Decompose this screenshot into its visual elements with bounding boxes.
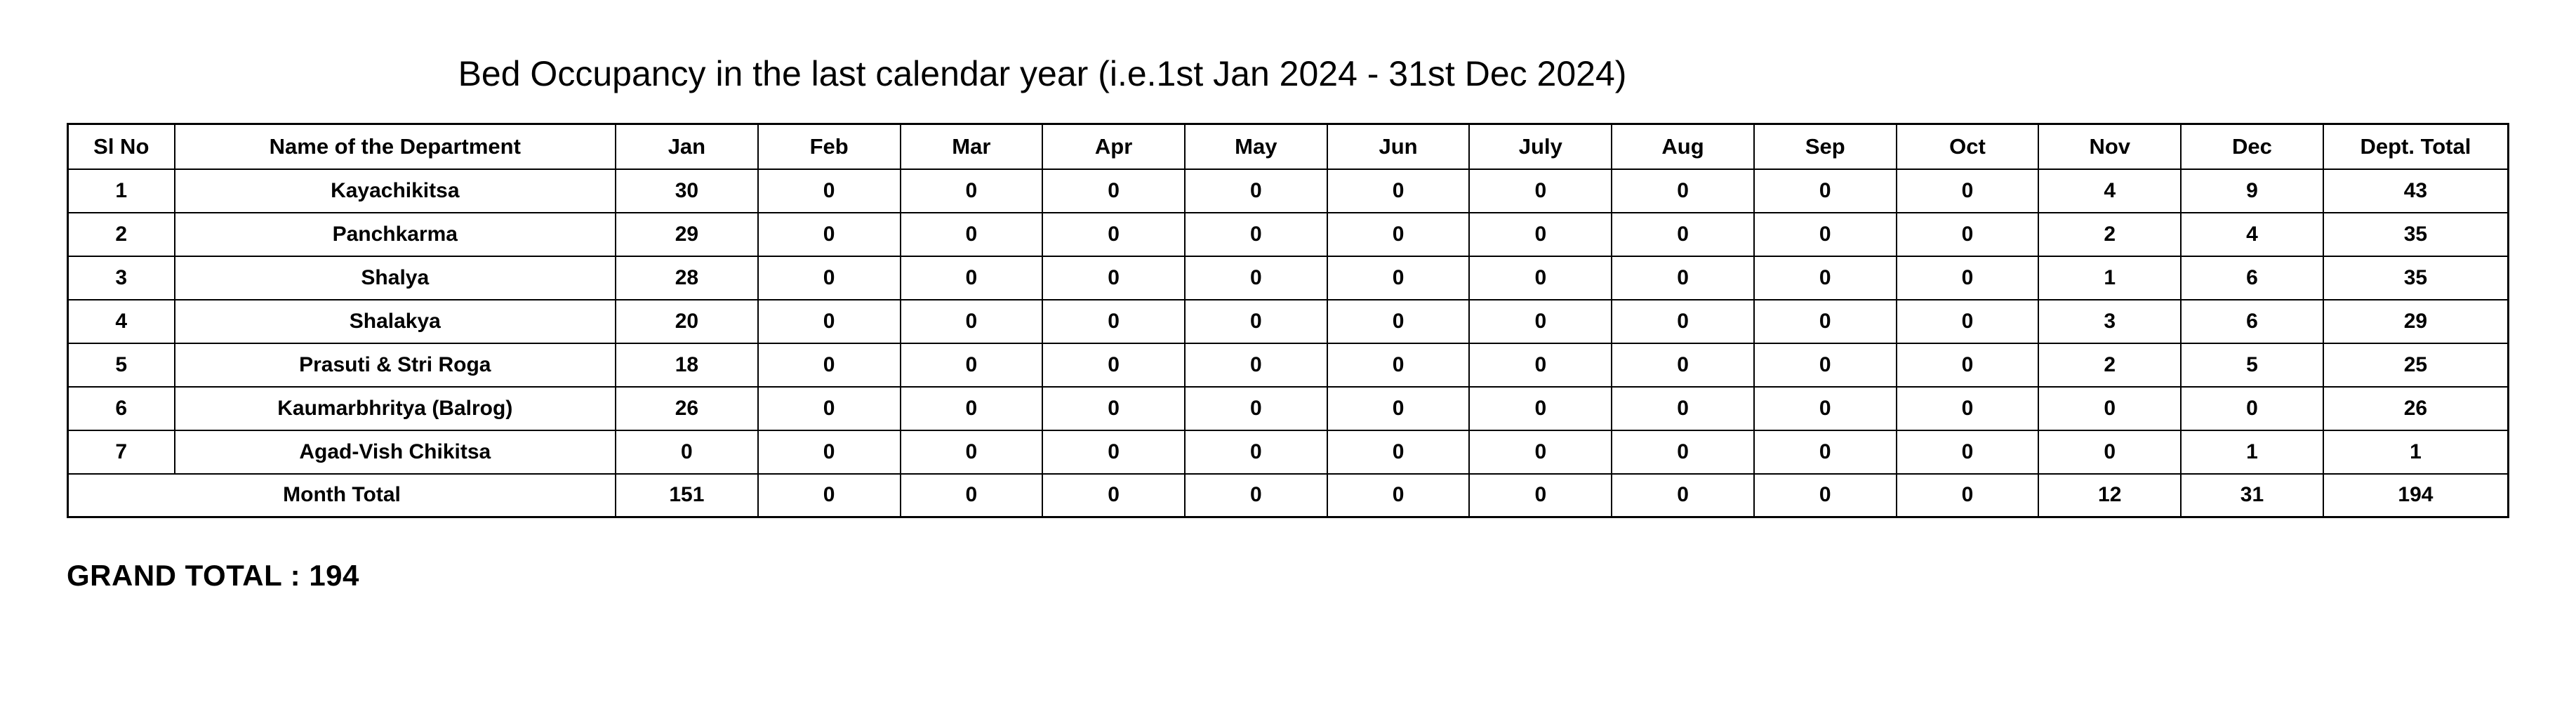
month-total-label: Month Total xyxy=(68,474,616,517)
cell-department: Kayachikitsa xyxy=(175,169,616,213)
column-header-jan: Jan xyxy=(616,124,758,169)
cell-may: 0 xyxy=(1185,256,1327,300)
month-total-row xyxy=(68,474,2509,517)
cell-nov: 2 xyxy=(2038,343,2181,387)
cell-department: Prasuti & Stri Roga xyxy=(175,343,616,387)
cell-department: Panchkarma xyxy=(175,213,616,256)
table-row xyxy=(68,430,2509,474)
cell-dept-total: 1 xyxy=(2323,430,2509,474)
cell-jan: 29 xyxy=(616,213,758,256)
cell-feb: 0 xyxy=(758,256,901,300)
column-header-sep: Sep xyxy=(1754,124,1897,169)
cell-aug: 0 xyxy=(1612,387,1754,430)
cell-dept-total: 35 xyxy=(2323,256,2509,300)
column-header-dept-total: Dept. Total xyxy=(2323,124,2509,169)
cell-oct: 0 xyxy=(1897,430,2039,474)
grand-total-label: GRAND TOTAL : 194 xyxy=(67,559,359,592)
cell-jun: 0 xyxy=(1327,256,1470,300)
bed-occupancy-table xyxy=(67,123,2509,518)
footer-cell-dec: 31 xyxy=(2181,474,2323,517)
cell-apr: 0 xyxy=(1042,256,1185,300)
cell-july: 0 xyxy=(1469,300,1612,343)
cell-jun: 0 xyxy=(1327,430,1470,474)
cell-sl-no: 6 xyxy=(68,387,175,430)
cell-dept-total: 26 xyxy=(2323,387,2509,430)
table-row xyxy=(68,300,2509,343)
cell-department: Shalya xyxy=(175,256,616,300)
footer-cell-aug: 0 xyxy=(1612,474,1754,517)
table-row xyxy=(68,213,2509,256)
cell-dec: 9 xyxy=(2181,169,2323,213)
cell-may: 0 xyxy=(1185,343,1327,387)
cell-dec: 4 xyxy=(2181,213,2323,256)
cell-dept-total: 43 xyxy=(2323,169,2509,213)
cell-dec: 5 xyxy=(2181,343,2323,387)
cell-oct: 0 xyxy=(1897,343,2039,387)
footer-cell-oct: 0 xyxy=(1897,474,2039,517)
cell-department: Agad-Vish Chikitsa xyxy=(175,430,616,474)
cell-nov: 1 xyxy=(2038,256,2181,300)
cell-july: 0 xyxy=(1469,169,1612,213)
cell-nov: 2 xyxy=(2038,213,2181,256)
cell-mar: 0 xyxy=(901,256,1043,300)
cell-sep: 0 xyxy=(1754,300,1897,343)
cell-jan: 30 xyxy=(616,169,758,213)
column-header-aug: Aug xyxy=(1612,124,1754,169)
footer-cell-apr: 0 xyxy=(1042,474,1185,517)
cell-jan: 18 xyxy=(616,343,758,387)
cell-aug: 0 xyxy=(1612,213,1754,256)
cell-department: Kaumarbhritya (Balrog) xyxy=(175,387,616,430)
table-row xyxy=(68,343,2509,387)
cell-oct: 0 xyxy=(1897,300,2039,343)
cell-jan: 28 xyxy=(616,256,758,300)
cell-aug: 0 xyxy=(1612,343,1754,387)
cell-sep: 0 xyxy=(1754,343,1897,387)
cell-sep: 0 xyxy=(1754,387,1897,430)
column-header-nov: Nov xyxy=(2038,124,2181,169)
cell-apr: 0 xyxy=(1042,343,1185,387)
footer-cell-feb: 0 xyxy=(758,474,901,517)
footer-cell-nov: 12 xyxy=(2038,474,2181,517)
cell-may: 0 xyxy=(1185,213,1327,256)
cell-oct: 0 xyxy=(1897,387,2039,430)
cell-feb: 0 xyxy=(758,343,901,387)
cell-apr: 0 xyxy=(1042,169,1185,213)
column-header-dec: Dec xyxy=(2181,124,2323,169)
column-header-department: Name of the Department xyxy=(175,124,616,169)
table-row xyxy=(68,169,2509,213)
cell-sl-no: 3 xyxy=(68,256,175,300)
cell-jan: 0 xyxy=(616,430,758,474)
footer-cell-grand-total: 194 xyxy=(2323,474,2509,517)
cell-july: 0 xyxy=(1469,343,1612,387)
cell-dept-total: 35 xyxy=(2323,213,2509,256)
cell-sl-no: 1 xyxy=(68,169,175,213)
cell-sl-no: 4 xyxy=(68,300,175,343)
cell-mar: 0 xyxy=(901,300,1043,343)
cell-dept-total: 25 xyxy=(2323,343,2509,387)
cell-feb: 0 xyxy=(758,430,901,474)
cell-dec: 6 xyxy=(2181,300,2323,343)
cell-sep: 0 xyxy=(1754,256,1897,300)
page-title: Bed Occupancy in the last calendar year (i.e.1st Jan 2024 - 31st Dec 2024) xyxy=(458,54,1627,93)
cell-may: 0 xyxy=(1185,300,1327,343)
cell-july: 0 xyxy=(1469,387,1612,430)
column-header-may: May xyxy=(1185,124,1327,169)
cell-sl-no: 2 xyxy=(68,213,175,256)
cell-july: 0 xyxy=(1469,213,1612,256)
cell-may: 0 xyxy=(1185,387,1327,430)
cell-nov: 0 xyxy=(2038,430,2181,474)
cell-mar: 0 xyxy=(901,343,1043,387)
cell-department: Shalakya xyxy=(175,300,616,343)
cell-jan: 20 xyxy=(616,300,758,343)
cell-july: 0 xyxy=(1469,430,1612,474)
cell-mar: 0 xyxy=(901,387,1043,430)
column-header-jun: Jun xyxy=(1327,124,1470,169)
cell-sep: 0 xyxy=(1754,169,1897,213)
cell-oct: 0 xyxy=(1897,169,2039,213)
footer-cell-july: 0 xyxy=(1469,474,1612,517)
cell-may: 0 xyxy=(1185,430,1327,474)
cell-jun: 0 xyxy=(1327,387,1470,430)
cell-jan: 26 xyxy=(616,387,758,430)
cell-mar: 0 xyxy=(901,169,1043,213)
footer-cell-sep: 0 xyxy=(1754,474,1897,517)
footer-cell-jun: 0 xyxy=(1327,474,1470,517)
cell-sl-no: 5 xyxy=(68,343,175,387)
column-header-july: July xyxy=(1469,124,1612,169)
cell-jun: 0 xyxy=(1327,213,1470,256)
column-header-apr: Apr xyxy=(1042,124,1185,169)
cell-dept-total: 29 xyxy=(2323,300,2509,343)
column-header-sl-no: Sl No xyxy=(68,124,175,169)
cell-aug: 0 xyxy=(1612,169,1754,213)
cell-feb: 0 xyxy=(758,387,901,430)
cell-jun: 0 xyxy=(1327,300,1470,343)
table-footer xyxy=(68,474,2509,517)
cell-july: 0 xyxy=(1469,256,1612,300)
cell-apr: 0 xyxy=(1042,387,1185,430)
column-header-feb: Feb xyxy=(758,124,901,169)
bed-occupancy-table-wrapper xyxy=(67,123,2509,518)
cell-aug: 0 xyxy=(1612,256,1754,300)
cell-oct: 0 xyxy=(1897,256,2039,300)
cell-may: 0 xyxy=(1185,169,1327,213)
cell-sep: 0 xyxy=(1754,430,1897,474)
cell-feb: 0 xyxy=(758,213,901,256)
cell-feb: 0 xyxy=(758,300,901,343)
cell-apr: 0 xyxy=(1042,430,1185,474)
footer-cell-may: 0 xyxy=(1185,474,1327,517)
table-header xyxy=(68,124,2509,169)
table-row xyxy=(68,256,2509,300)
cell-mar: 0 xyxy=(901,430,1043,474)
cell-apr: 0 xyxy=(1042,213,1185,256)
cell-jun: 0 xyxy=(1327,343,1470,387)
cell-apr: 0 xyxy=(1042,300,1185,343)
cell-dec: 0 xyxy=(2181,387,2323,430)
column-header-oct: Oct xyxy=(1897,124,2039,169)
table-row xyxy=(68,387,2509,430)
cell-jun: 0 xyxy=(1327,169,1470,213)
cell-dec: 1 xyxy=(2181,430,2323,474)
footer-cell-jan: 151 xyxy=(616,474,758,517)
cell-nov: 4 xyxy=(2038,169,2181,213)
cell-dec: 6 xyxy=(2181,256,2323,300)
table-body xyxy=(68,169,2509,474)
cell-aug: 0 xyxy=(1612,300,1754,343)
cell-oct: 0 xyxy=(1897,213,2039,256)
column-header-mar: Mar xyxy=(901,124,1043,169)
cell-nov: 0 xyxy=(2038,387,2181,430)
cell-mar: 0 xyxy=(901,213,1043,256)
cell-sep: 0 xyxy=(1754,213,1897,256)
cell-sl-no: 7 xyxy=(68,430,175,474)
cell-aug: 0 xyxy=(1612,430,1754,474)
footer-cell-mar: 0 xyxy=(901,474,1043,517)
table-header-row xyxy=(68,124,2509,169)
cell-nov: 3 xyxy=(2038,300,2181,343)
cell-feb: 0 xyxy=(758,169,901,213)
